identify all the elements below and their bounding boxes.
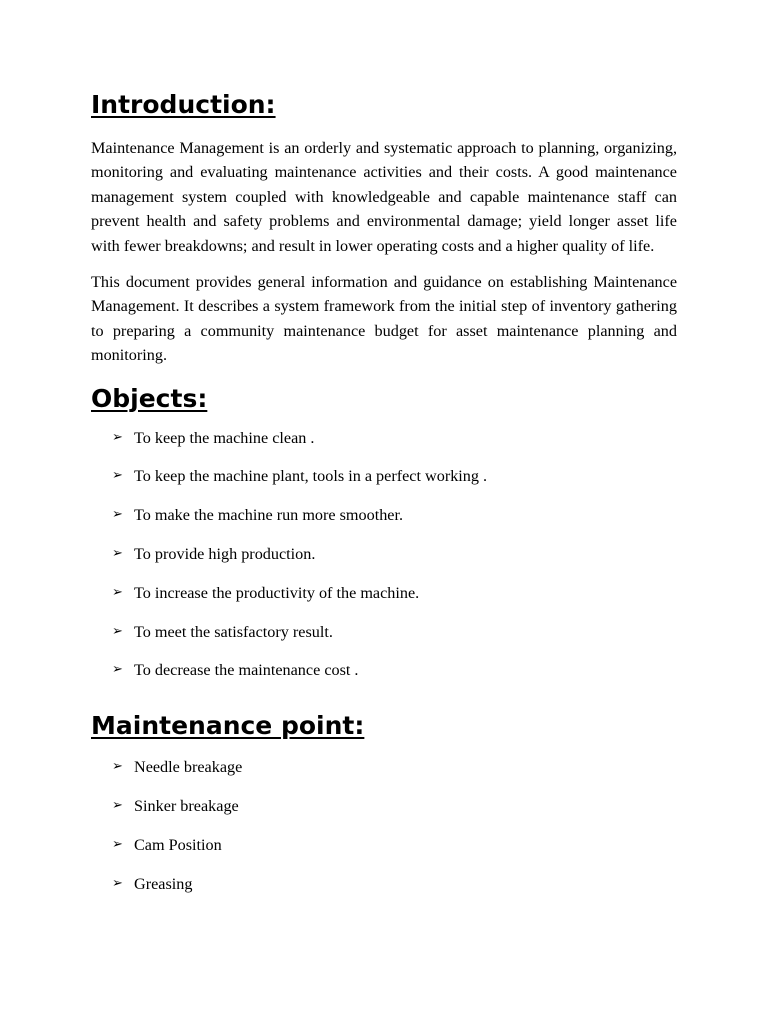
- list-item-text: To decrease the maintenance cost .: [134, 661, 359, 680]
- arrow-bullet-icon: ➢: [112, 546, 123, 562]
- list-item-text: Greasing: [134, 874, 193, 893]
- introduction-heading: Introduction:: [91, 90, 276, 119]
- arrow-bullet-icon: ➢: [112, 429, 123, 445]
- list-item: [91, 464, 677, 503]
- list-item-text: To meet the satisfactory result.: [134, 622, 333, 641]
- list-item: [91, 581, 677, 620]
- arrow-bullet-icon: ➢: [112, 623, 123, 639]
- list-item-text: To keep the machine clean .: [134, 428, 315, 447]
- list-item: [91, 542, 677, 581]
- list-item-text: To provide high production.: [134, 545, 316, 564]
- list-item-text: Sinker breakage: [134, 797, 239, 816]
- arrow-bullet-icon: ➢: [112, 584, 123, 600]
- introduction-paragraph-1: Maintenance Management is an orderly and systematic approach to planning, organizing, monitoring and evaluating maintenance activities and their costs. A good maintenance management system coupled with knowledgeable and capable maintenance staff can prevent health and safety problems and environmental damage; yield longer asset life with fewer breakdowns; and result in lower operating costs and a higher quality of life.: [91, 139, 677, 255]
- document-page: [91, 88, 677, 910]
- list-item-text: Needle breakage: [134, 758, 243, 777]
- arrow-bullet-icon: ➢: [112, 507, 123, 523]
- arrow-bullet-icon: ➢: [112, 468, 123, 484]
- arrow-bullet-icon: ➢: [112, 798, 123, 814]
- maintenance-point-list: [91, 755, 677, 910]
- arrow-bullet-icon: ➢: [112, 875, 123, 891]
- introduction-paragraph-2: This document provides general information and guidance on establishing Maintenance Management. It describes a system framework from the initial step of inventory gathering to preparing a community maintenance budget for asset maintenance planning and monitoring.: [91, 273, 677, 365]
- list-item: [91, 833, 677, 872]
- list-item-text: To increase the productivity of the machine.: [134, 583, 420, 602]
- list-item: [91, 620, 677, 659]
- list-item: [91, 872, 677, 911]
- list-item: [91, 658, 677, 697]
- list-item-text: To keep the machine plant, tools in a perfect working .: [134, 467, 488, 486]
- arrow-bullet-icon: ➢: [112, 836, 123, 852]
- objects-heading: Objects:: [91, 383, 208, 413]
- arrow-bullet-icon: ➢: [112, 759, 123, 775]
- list-item: [91, 426, 677, 465]
- list-item: [91, 794, 677, 833]
- arrow-bullet-icon: ➢: [112, 662, 123, 678]
- objects-list: [91, 426, 677, 698]
- list-item: [91, 503, 677, 542]
- list-item-text: To make the machine run more smoother.: [134, 506, 404, 525]
- list-item-text: Cam Position: [134, 835, 222, 854]
- list-item: [91, 755, 677, 794]
- maintenance-point-heading: Maintenance point:: [91, 711, 365, 741]
